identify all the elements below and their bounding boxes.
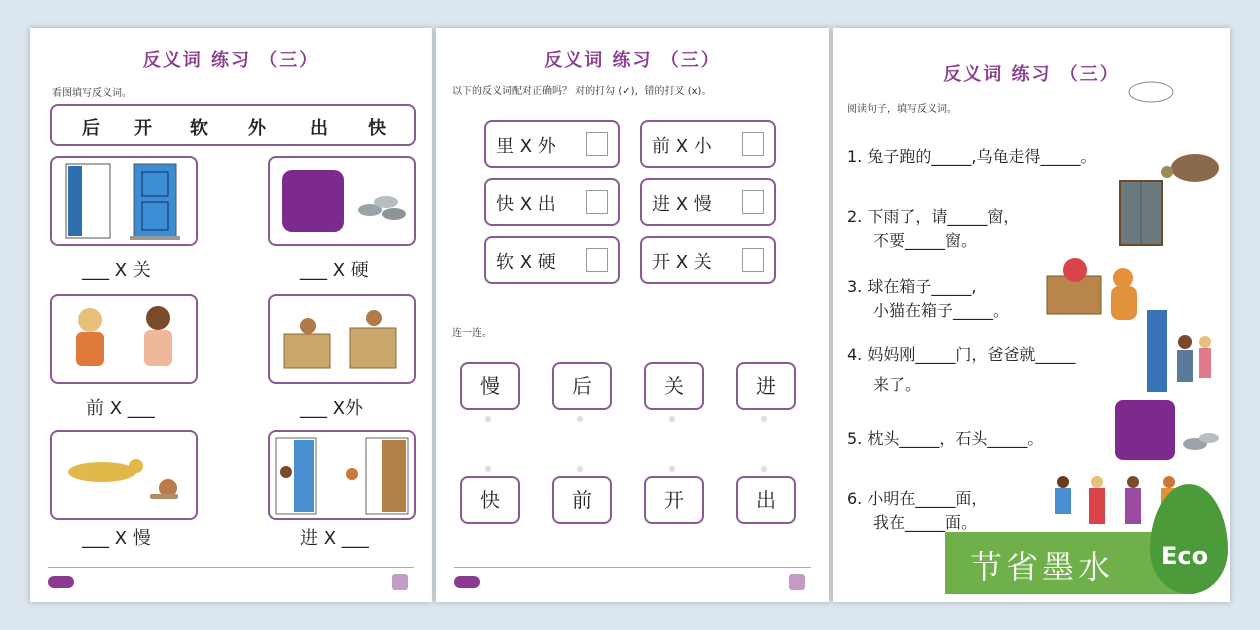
match-card[interactable]: 出: [736, 476, 796, 524]
sentence: 5. 枕头_____，石头_____。: [847, 429, 1044, 448]
page-title: 反义词 练习 （三）: [142, 50, 320, 71]
word-bank-item: 软: [190, 118, 208, 139]
connect-dot[interactable]: [485, 466, 491, 472]
sentence: 2. 下雨了，请_____窗，: [847, 207, 1020, 226]
match-card[interactable]: 后: [552, 362, 612, 410]
antonym-pair: [640, 236, 776, 284]
antonym-pair: [640, 120, 776, 168]
sentence: 小猫在箱子_____。: [873, 301, 1010, 320]
sentence: 不要_____窗。: [873, 231, 978, 250]
brand-mark-icon: [392, 574, 408, 590]
antonym-pair: [484, 120, 620, 168]
boxes-illustration: [270, 296, 414, 382]
eco-banner-text: 节省墨水: [970, 548, 1115, 586]
antonym-pair: [484, 178, 620, 226]
picture-front-back-child: [50, 294, 198, 384]
match-card[interactable]: 快: [460, 476, 520, 524]
rabbit-turtle-illustration: [1123, 68, 1223, 188]
eco-label: Eco: [1161, 542, 1209, 570]
picture-cheetah-snail: [50, 430, 198, 520]
check-box[interactable]: [742, 190, 764, 214]
word-bank-item: 快: [368, 118, 386, 139]
sentence: 1. 兔子跑的_____,乌龟走得_____。: [847, 147, 1097, 166]
check-box[interactable]: [586, 132, 608, 156]
brand-logo-icon: [48, 576, 74, 588]
word-bank-item: 出: [310, 118, 328, 139]
connect-dot[interactable]: [761, 416, 767, 422]
match-card[interactable]: 前: [552, 476, 612, 524]
word-bank-item: 外: [248, 118, 266, 139]
caption: ___ X外: [300, 398, 364, 419]
footer-divider: [454, 567, 811, 568]
worksheet-page-1: [30, 28, 432, 602]
picture-boxes-in-out: [268, 294, 416, 384]
sentence: 来了。: [873, 375, 922, 394]
connect-dot[interactable]: [761, 466, 767, 472]
picture-pillow-stones: [268, 156, 416, 246]
check-box[interactable]: [742, 248, 764, 272]
page-title: 反义词 练习 （三）: [544, 50, 721, 71]
antonym-pair: [640, 178, 776, 226]
pillow-illustration: [270, 158, 414, 244]
connect-dot[interactable]: [669, 416, 675, 422]
check-box[interactable]: [586, 190, 608, 214]
word-bank-item: 开: [134, 118, 152, 139]
footer-divider: [48, 567, 414, 568]
pair-text: 前 X 小: [652, 136, 712, 157]
connect-dot[interactable]: [577, 466, 583, 472]
match-card[interactable]: 慢: [460, 362, 520, 410]
sentence: 6. 小明在_____面，: [847, 489, 988, 508]
match-card[interactable]: 开: [644, 476, 704, 524]
sentence: 4. 妈妈刚_____门，爸爸就_____: [847, 345, 1076, 364]
ball-cat-box-illustration: [1045, 256, 1145, 322]
caption: 前 X ___: [86, 398, 155, 419]
caption: ___ X 关: [82, 260, 151, 281]
picture-open-closed-door: [50, 156, 198, 246]
cheetah-snail-illustration: [52, 432, 196, 518]
sentence: 我在_____面。: [873, 513, 978, 532]
caption: ___ X 慢: [82, 528, 151, 549]
pair-text: 软 X 硬: [496, 252, 556, 273]
pair-text: 里 X 外: [496, 136, 556, 157]
pair-text: 快 X 出: [496, 194, 556, 215]
connect-instruction: 连一连。: [452, 328, 492, 339]
caption: ___ X 硬: [300, 260, 369, 281]
family-door-illustration: [1145, 308, 1229, 394]
instruction-text: 看图填写反义词。: [52, 88, 132, 99]
antonym-pair: [484, 236, 620, 284]
match-card[interactable]: 关: [644, 362, 704, 410]
worksheet-page-2: [436, 28, 829, 602]
pair-text: 进 X 慢: [652, 194, 712, 215]
check-box[interactable]: [742, 132, 764, 156]
pair-text: 开 X 关: [652, 252, 712, 273]
instruction-text: 以下的反义词配对正确吗？ 对的打勾 (✓)，错的打叉 (x)。: [452, 86, 712, 97]
check-box[interactable]: [586, 248, 608, 272]
sentence: 3. 球在箱子_____,: [847, 277, 977, 296]
connect-dot[interactable]: [485, 416, 491, 422]
picture-enter-exit-door: [268, 430, 416, 520]
brand-mark-icon: [789, 574, 805, 590]
connect-dot[interactable]: [669, 466, 675, 472]
children-illustration: [52, 296, 196, 382]
door-people-illustration: [270, 432, 414, 518]
connect-dot[interactable]: [577, 416, 583, 422]
page-title: 反义词 练习 （三）: [943, 64, 1120, 85]
match-card[interactable]: 进: [736, 362, 796, 410]
word-bank: [50, 104, 416, 146]
brand-logo-icon: [454, 576, 480, 588]
caption: 进 X ___: [300, 528, 369, 549]
pillow-stones-illustration: [1111, 398, 1223, 464]
instruction-text: 阅读句子，填写反义词。: [847, 104, 957, 115]
door-illustration: [52, 158, 196, 244]
word-bank-item: 后: [82, 118, 100, 139]
window-rain-illustration: [1119, 180, 1163, 246]
